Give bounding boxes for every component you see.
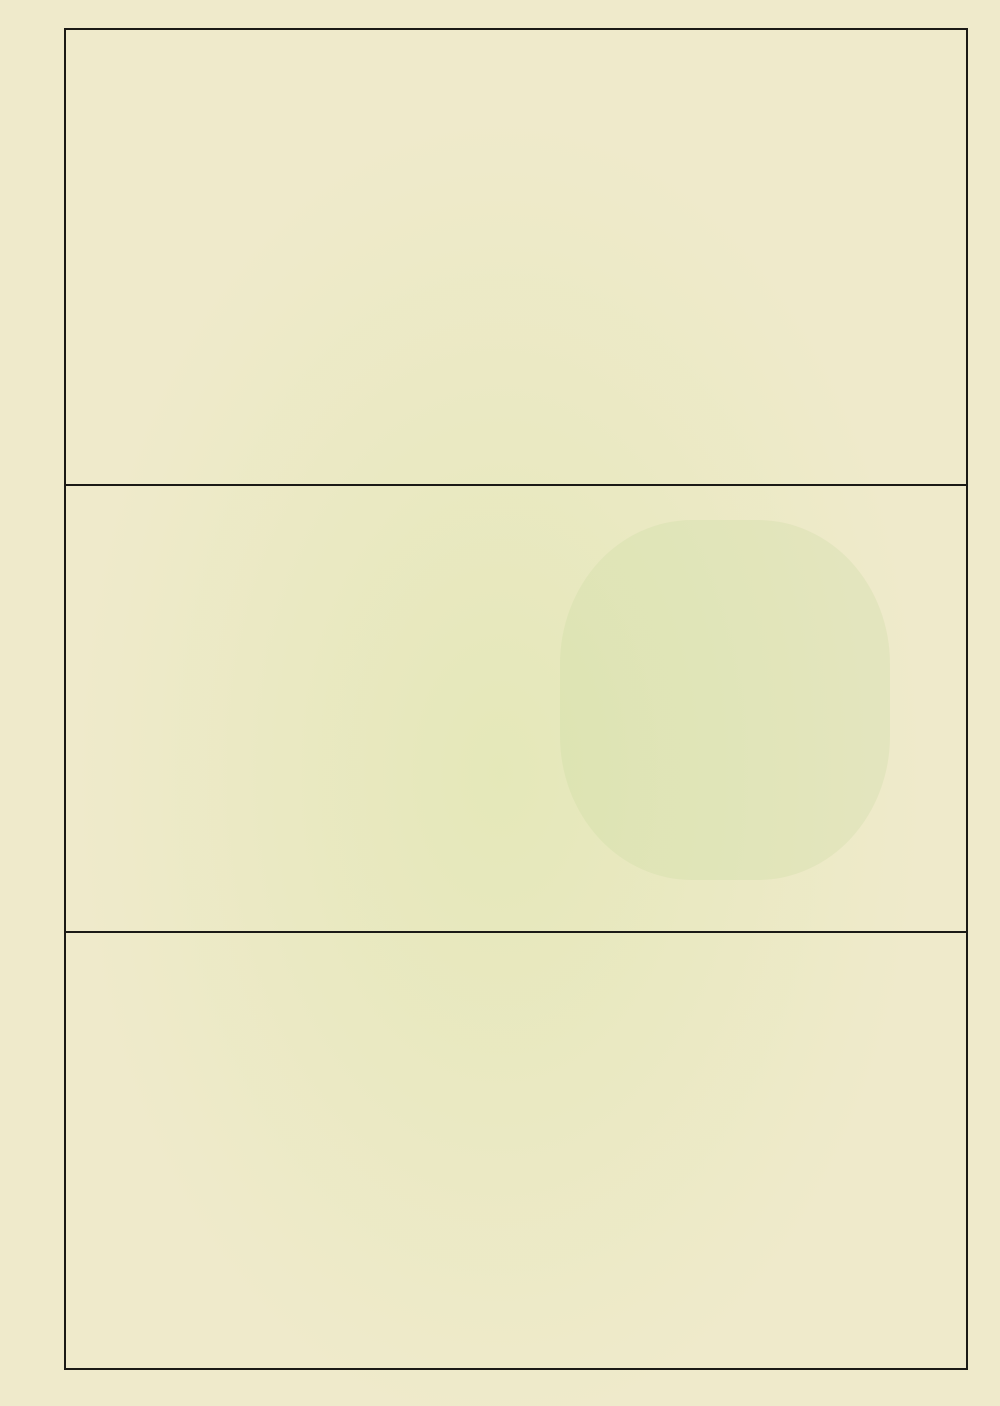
text-column — [700, 34, 744, 480]
text-column — [876, 34, 920, 480]
text-column — [744, 34, 788, 480]
text-column — [172, 34, 216, 480]
text-column — [612, 34, 656, 480]
text-column — [788, 34, 832, 480]
panel-divider-lower — [64, 931, 968, 933]
text-column — [348, 34, 392, 480]
text-column — [832, 34, 876, 480]
panel-divider-upper — [64, 484, 968, 486]
text-column — [84, 34, 128, 480]
text-column — [304, 34, 348, 480]
text-column — [436, 34, 480, 480]
text-column — [392, 34, 436, 480]
text-column — [216, 34, 260, 480]
text-column — [656, 34, 700, 480]
text-column — [524, 34, 568, 480]
text-column — [920, 34, 964, 480]
text-column — [480, 34, 524, 480]
text-column — [568, 34, 612, 480]
text-column — [260, 34, 304, 480]
text-column — [128, 34, 172, 480]
panel-top — [68, 34, 964, 480]
